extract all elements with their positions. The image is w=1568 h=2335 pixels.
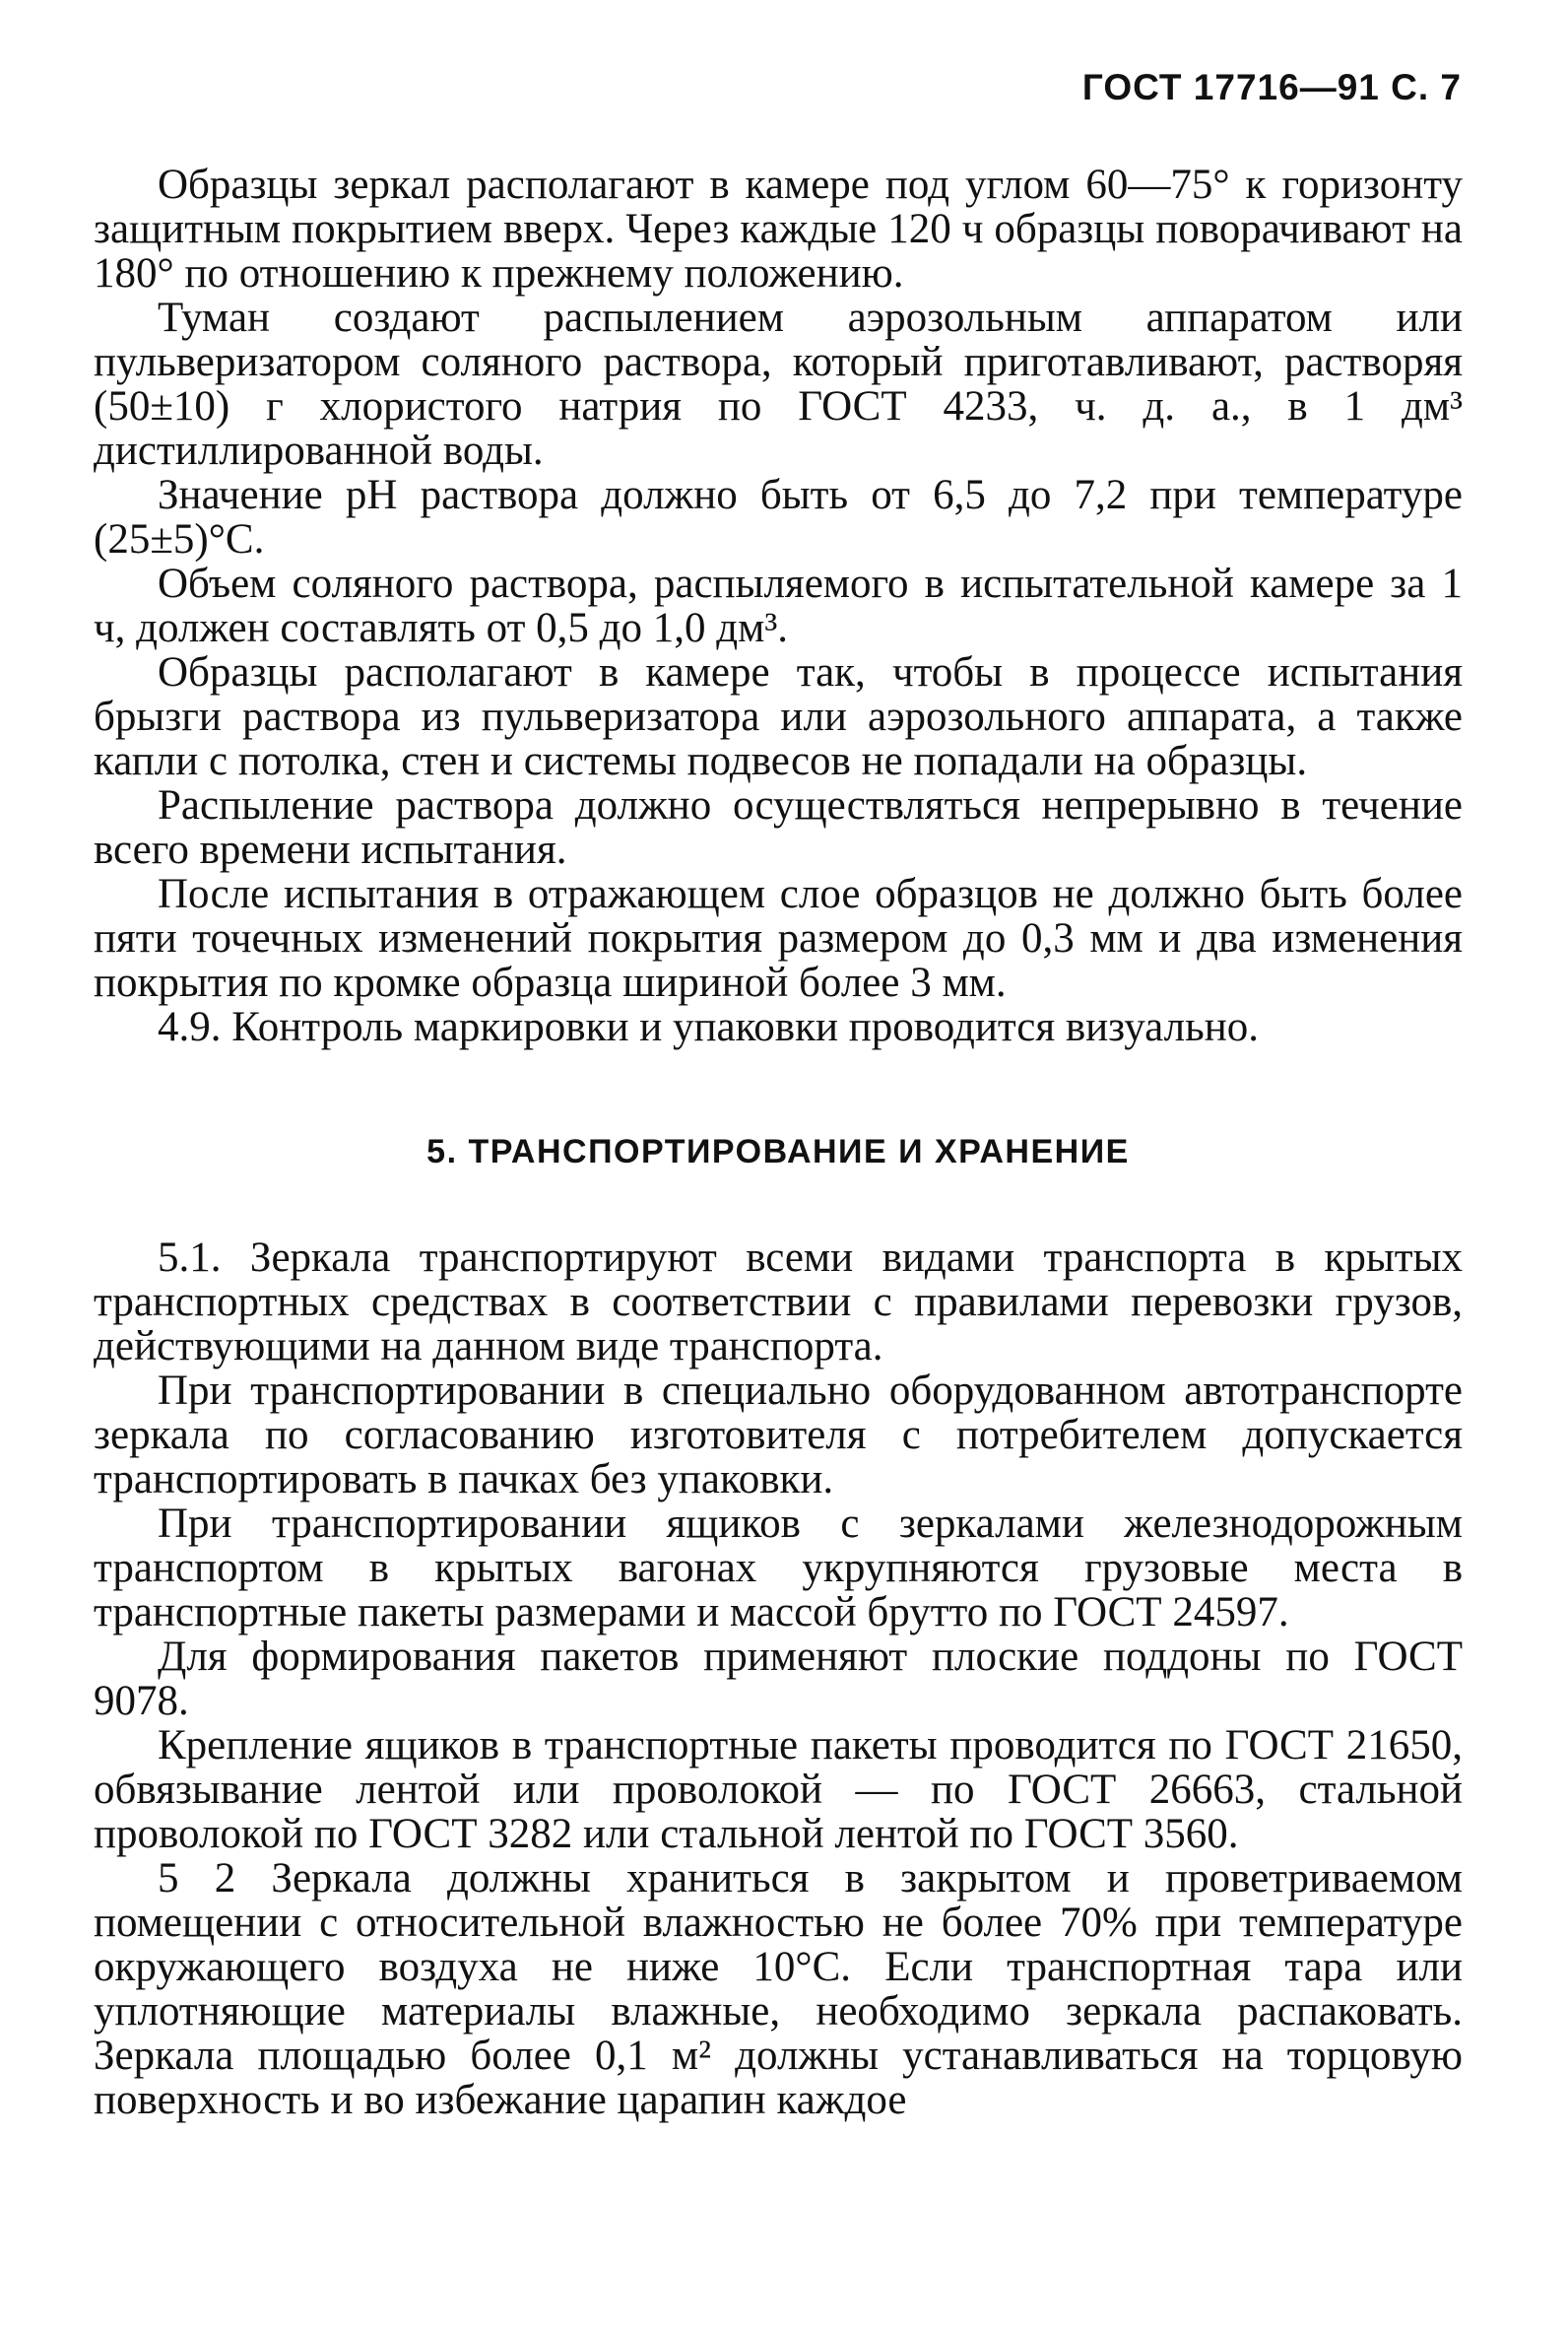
paragraph: После испытания в отражающем слое образцов не должно быть более пяти точечных изменений покрытия размером до 0,3 мм и два изменения покрытия по кромке образца шириной более 3 мм. (94, 871, 1463, 1006)
paragraph: При транспортировании в специально оборудованном автотранспорте зеркала по согласованию изготовителя с потребителем допускается транспортировать в пачках без упаковки. (94, 1368, 1463, 1502)
paragraph: Для формирования пакетов применяют плоские поддоны по ГОСТ 9078. (94, 1634, 1463, 1724)
paragraph: Объем соляного раствора, распыляемого в испытательной камере за 1 ч, должен составлять от 0,5 до 1,0 дм³. (94, 561, 1463, 651)
paragraph: Туман создают распылением аэрозольным аппаратом или пульверизатором соляного раствора, который приготавливают, растворяя (50±10) г хлористого натрия по ГОСТ 4233, ч. д. а., в 1 дм³ дистиллированной воды. (94, 295, 1463, 474)
paragraph: Распыление раствора должно осуществляться непрерывно в течение всего времени испытания. (94, 782, 1463, 873)
paragraph: Образцы зеркал располагают в камере под углом 60—75° к горизонту защитным покрытием вверх. Через каждые 120 ч образцы поворачивают на 180° по отношению к прежнему положению. (94, 162, 1463, 297)
document-body (94, 163, 1463, 2122)
paragraph: Значение pH раствора должно быть от 6,5 до 7,2 при температуре (25±5)°С. (94, 472, 1463, 563)
section-title: 5. ТРАНСПОРТИРОВАНИЕ И ХРАНЕНИЕ (426, 1133, 1130, 1170)
paragraph: Крепление ящиков в транспортные пакеты проводится по ГОСТ 21650, обвязывание лентой или проволокой — по ГОСТ 26663, стальной проволокой по ГОСТ 3282 или стальной лентой по ГОСТ 3560. (94, 1722, 1463, 1857)
running-header: ГОСТ 17716—91 С. 7 (1081, 67, 1462, 107)
paragraph: Образцы располагают в камере так, чтобы в процессе испытания брызги раствора из пульверизатора или аэрозольного аппарата, а также капли с потолка, стен и системы подвесов не попадали на образцы. (94, 649, 1463, 784)
clause-5-2: 5 2 Зеркала должны храниться в закрытом и проветриваемом помещении с относительной влажностью не более 70% при температуре окружающего воздуха не ниже 10°С. Если транспортная тара или уплотняющие материалы влажные, необходимо зеркала распаковать. Зеркала площадью более 0,1 м² должны устанавливаться на торцовую поверхность и во избежание царапин каждое (94, 1855, 1463, 2123)
clause-4-9: 4.9. Контроль маркировки и упаковки проводится визуально. (158, 1004, 1259, 1050)
clause-5-1: 5.1. Зеркала транспортируют всеми видами транспорта в крытых транспортных средствах в соответствии с правилами перевозки грузов, действующими на данном виде транспорта. (94, 1234, 1463, 1369)
paragraph: При транспортировании ящиков с зеркалами железнодорожным транспортом в крытых вагонах укрупняются грузовые места в транспортные пакеты размерами и массой брутто по ГОСТ 24597. (94, 1501, 1463, 1635)
